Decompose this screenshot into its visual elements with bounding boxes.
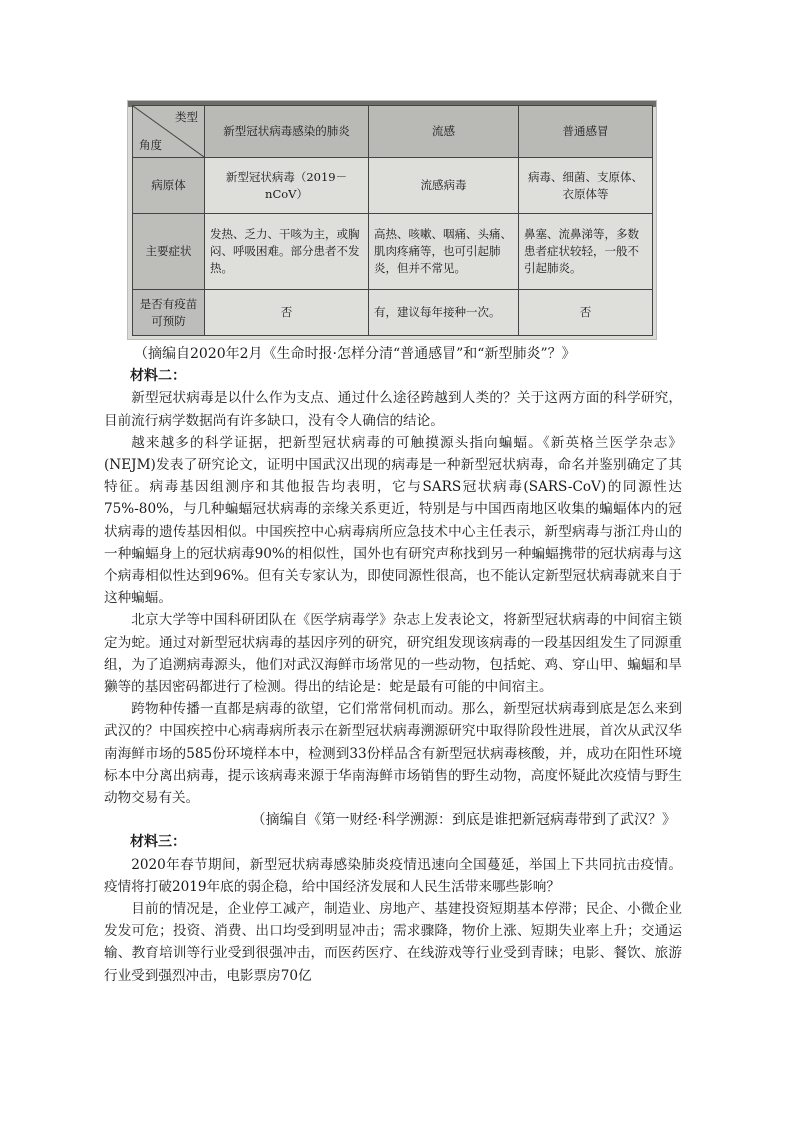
comparison-table	[132, 105, 653, 336]
column-header: 普通感冒	[519, 106, 653, 158]
paragraph: 2020年春节期间，新型冠状病毒感染肺炎疫情迅速向全国蔓延，举国上下共同抗击疫情。疫情将打破2019年底的弱企稳，给中国经济发展和人民生活带来哪些影响？	[104, 856, 682, 895]
diagonal-header-cell	[133, 106, 205, 158]
diag-top-label: 类型	[175, 110, 198, 124]
table-cell: 新型冠状病毒（2019－nCoV）	[205, 158, 369, 214]
column-header: 流感	[369, 106, 519, 158]
paragraph: 越来越多的科学证据，把新型冠状病毒的可触摸源头指向蝙蝠。《新英格兰医学杂志》(NEJM)发表了研究论文，证明中国武汉出现的病毒是一种新型冠状病毒，命名并鉴别确定了其特征。病毒基因组测序和其他报告均表明，它与SARS冠状病毒(SARS-CoV)的同源性达75%-80%，与几种蝙蝠冠状病毒的亲缘关系更近，特别是与中国西南地区收集的蝙蝠体内的冠状病毒的遗传基因相似。中国疾控中心病毒病所应急技术中心主任表示，新型病毒与浙江舟山的一种蝙蝠身上的冠状病毒90%的相似性，国外也有研究声称找到另一种蝙蝠携带的冠状病毒与这个病毒相似性达到96%。但有关专家认为，即使同源性很高，也不能认定新型冠状病毒就来自于这种蝙蝠。	[104, 434, 682, 607]
table-cell: 病毒、细菌、支原体、衣原体等	[519, 158, 653, 214]
row-label: 是否有疫苗可预防	[133, 290, 205, 336]
column-header: 新型冠状病毒感染的肺炎	[205, 106, 369, 158]
table-cell: 否	[519, 290, 653, 336]
source-caption-2: （摘编自《第一财经·科学溯源：到底是谁把新冠病毒带到了武汉？》	[251, 812, 676, 829]
table-header-row	[133, 106, 653, 158]
paragraph: 目前的情况是，企业停工减产，制造业、房地产、基建投资短期基本停滞；民企、小微企业发发可危；投资、消费、出口均受到明显冲击；需求骤降，物价上涨、短期失业率上升；交通运输、教育培训等行业受到很强冲击，而医药医疗、在线游戏等行业受到青睐；电影、餐饮、旅游行业受到强烈冲击，电影票房70亿	[104, 901, 682, 984]
paragraph: 新型冠状病毒是以什么作为支点、通过什么途径跨越到人类的？关于这两方面的科学研究，目前流行病学数据尚有许多缺口，没有令人确信的结论。	[104, 390, 682, 429]
paragraph: 北京大学等中国科研团队在《医学病毒学》杂志上发表论文，将新型冠状病毒的中间宿主锁定为蛇。通过对新型冠状病毒的基因序列的研究，研究组发现该病毒的一段基因组发生了同源重组，为了追溯病毒源头，他们对武汉海鲜市场常见的一些动物，包括蛇、鸡、穿山甲、蝙蝠和旱獭等的基因密码都进行了检测。得出的结论是：蛇是最有可能的中间宿主。	[104, 612, 682, 696]
article-text	[104, 343, 682, 987]
material-2-heading: 材料二：	[130, 368, 186, 385]
paragraph: 跨物种传播一直都是病毒的欲望，它们常常伺机而动。那么，新型冠状病毒到底是怎么来到武汉的？中国疾控中心病毒病所表示在新型冠状病毒溯源研究中取得阶段性进展，首次从武汉华南海鲜市场的585份环境样本中，检测到33份样品含有新型冠状病毒核酸，并，成功在阳性环境标本中分离出病毒，提示该病毒来源于华南海鲜市场销售的野生动物，高度怀疑此次疫情与野生动物交易有关。	[104, 701, 682, 807]
table-row	[133, 290, 653, 336]
table-row	[133, 214, 653, 290]
row-label: 主要症状	[133, 214, 205, 290]
table-cell: 流感病毒	[369, 158, 519, 214]
table-photo	[127, 100, 657, 340]
table-cell: 否	[205, 290, 369, 336]
table-row	[133, 158, 653, 214]
source-caption-1: （摘编自2020年2月《生命时报·怎样分清“普通感冒”和“新型肺炎”？》	[134, 346, 576, 362]
diag-bottom-label: 角度	[139, 138, 162, 153]
table-cell: 鼻塞、流鼻涕等，多数患者症状较轻，一般不引起肺炎。	[519, 214, 653, 290]
material-3-heading: 材料三：	[130, 834, 186, 851]
table-cell: 有，建议每年接种一次。	[369, 290, 519, 336]
row-label: 病原体	[133, 158, 205, 214]
table-cell: 发热、乏力、干咳为主，或胸闷、呼吸困难。部分患者不发热。	[205, 214, 369, 290]
table-cell: 高热、咳嗽、咽痛、头痛、肌肉疼痛等，也可引起肺炎，但并不常见。	[369, 214, 519, 290]
